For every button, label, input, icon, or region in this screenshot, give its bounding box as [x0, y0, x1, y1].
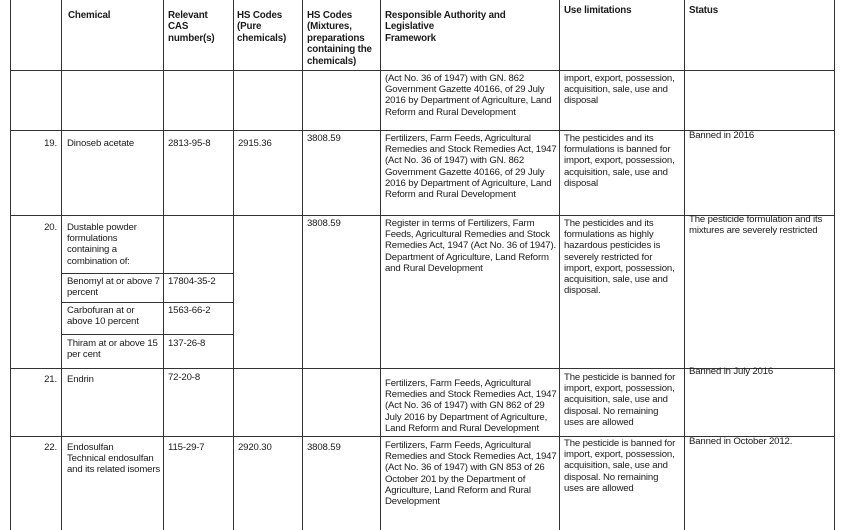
cell-chemical: Dinoseb acetate: [67, 138, 135, 149]
cell-status: Banned in July 2016: [689, 366, 774, 377]
cell-chemical: Endosulfan Technical endosulfan and its related isomers: [67, 442, 161, 476]
cell-status: Banned in October 2012.: [689, 436, 793, 447]
cell-status: The pesticide formulation and its mixtures are severely restricted: [689, 214, 823, 237]
cell-authority: Fertilizers, Farm Feeds, Agricultural Remedies and Stock Remedies Act, 1947 (Act No. 36 of 1947) with GN. 862 Government Gazette 40166, of 29 July 2016 by Department of Agriculture, Land Reform and Rural Development: [385, 133, 557, 201]
cell-use-limitations: import, export, possession, acquisition, sale, use and disposal: [564, 73, 675, 107]
cell-sub-chemical: Carbofuran at or above 10 percent: [67, 305, 139, 328]
cell-chemical: Endrin: [67, 374, 94, 385]
cell-row-number: 20.: [44, 222, 57, 233]
header-hs-mixtures: HS Codes (Mixtures, preparations containing the chemicals): [307, 10, 372, 67]
cell-row-number: 22.: [44, 442, 57, 453]
cell-use-limitations: The pesticide is banned for import, export, possession, acquisition, sale, use and disposal. No remaining uses are allowed: [564, 438, 676, 494]
cell-hs-mixtures: 3808.59: [307, 133, 341, 144]
cell-authority: Register in terms of Fertilizers, Farm Feeds, Agricultural Remedies and Stock Remedies Act, 1947 (Act No. 36 of 1947). Department of Agriculture, Land Reform and Rural Development: [385, 218, 557, 274]
cell-hs-pure: 2920.30: [238, 442, 272, 453]
cell-sub-cas: 137-26-8: [168, 338, 206, 349]
header-use-limitations: Use limitations: [564, 5, 632, 16]
cell-row-number: 19.: [44, 138, 57, 149]
cell-sub-chemical: Benomyl at or above 7 percent: [67, 276, 160, 299]
cell-hs-pure: 2915.36: [238, 138, 272, 149]
cell-hs-mixtures: 3808.59: [307, 218, 341, 229]
header-chemical: Chemical: [68, 10, 111, 21]
header-status: Status: [689, 5, 719, 16]
cell-authority: Fertilizers, Farm Feeds, Agricultural Remedies and Stock Remedies Act, 1947 (Act No. 36 of 1947) with GN 862 of 29 July 2016 by Department of Agriculture, Land Reform and Rural Development: [385, 378, 557, 434]
header-hs-pure: HS Codes (Pure chemicals): [237, 10, 287, 44]
cell-cas: 72-20-8: [168, 372, 201, 383]
header-cas: Relevant CAS number(s): [168, 10, 215, 44]
header-authority: Responsible Authority and Legislative Framework: [385, 10, 506, 44]
cell-cas: 2813-95-8: [168, 138, 211, 149]
cell-sub-cas: 17804-35-2: [168, 276, 216, 287]
cell-status: Banned in 2016: [689, 130, 755, 141]
cell-hs-mixtures: 3808.59: [307, 442, 341, 453]
cell-use-limitations: The pesticides and its formulations as highly hazardous pesticides is severely restricted for import, export, possession, acquisition, sale, use and disposal.: [564, 218, 675, 297]
cell-cas: 115-29-7: [168, 442, 205, 453]
cell-row-number: 21.: [44, 374, 57, 385]
cell-authority: (Act No. 36 of 1947) with GN. 862 Government Gazette 40166, of 29 July 2016 by Department of Agriculture, Land Reform and Rural Development: [385, 73, 552, 118]
cell-sub-cas: 1563-66-2: [168, 305, 211, 316]
cell-use-limitations: The pesticides and its formulations is banned for import, export, possession, acquisition, sale, use and disposal: [564, 133, 675, 189]
cell-use-limitations: The pesticide is banned for import, export, possession, acquisition, sale, use and disposal. No remaining uses are allowed: [564, 372, 676, 428]
cell-chemical: Dustable powder formulations containing a combination of:: [67, 222, 137, 267]
cell-authority: Fertilizers, Farm Feeds, Agricultural Remedies and Stock Remedies Act, 1947 (Act No. 36 of 1947) with GN 853 of 26 October 201 by the Department of Agriculture, Land Reform and Rural Development: [385, 440, 557, 508]
cell-sub-chemical: Thiram at or above 15 per cent: [67, 338, 158, 361]
